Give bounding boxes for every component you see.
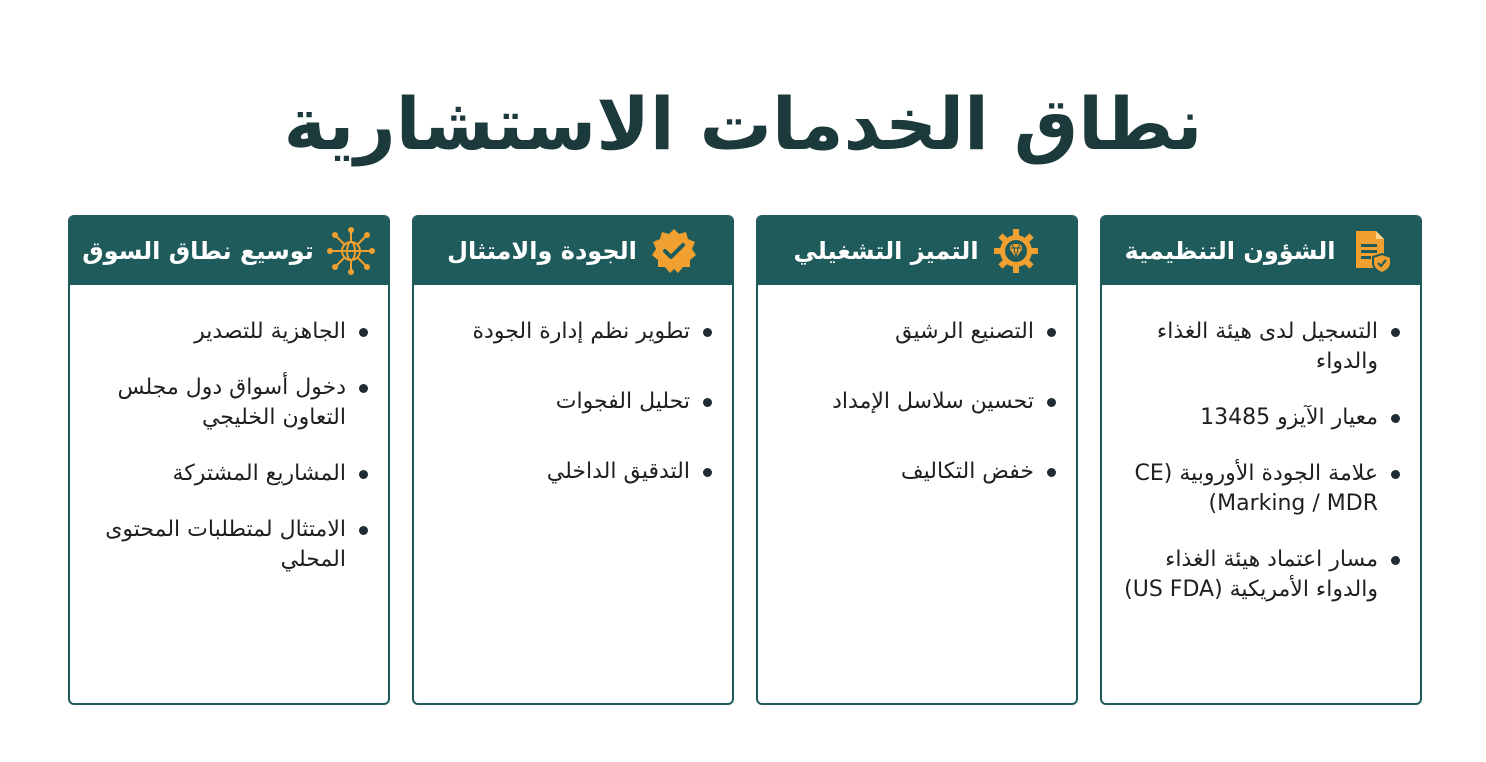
list-item: مسار اعتماد هيئة الغذاء والدواء الأمريكية (US FDA) <box>1114 545 1400 605</box>
list-item: المشاريع المشتركة <box>82 459 368 489</box>
list-item: تحسين سلاسل الإمداد <box>770 387 1056 417</box>
bullet <box>1047 468 1056 477</box>
card-body-regulatory <box>1102 285 1420 605</box>
page-title: نطاق الخدمات الاستشارية <box>283 82 1203 166</box>
card-header-market <box>70 217 388 285</box>
card-title-quality: الجودة والامتثال <box>447 237 637 265</box>
bullet <box>359 384 368 393</box>
list-item: علامة الجودة الأوروبية (CE Marking / MDR) <box>1114 459 1400 519</box>
list-item: معيار الآيزو 13485 <box>1114 403 1400 433</box>
card-quality-compliance <box>412 215 734 705</box>
list-item: التصنيع الرشيق <box>770 317 1056 347</box>
bullet <box>1391 556 1400 565</box>
card-title-regulatory: الشؤون التنظيمية <box>1124 237 1336 265</box>
card-regulatory-affairs <box>1100 215 1422 705</box>
bullet <box>1047 328 1056 337</box>
services-cards <box>68 215 1422 705</box>
bullet <box>359 470 368 479</box>
bullet <box>359 526 368 535</box>
regulatory-document-shield-icon <box>1347 226 1397 276</box>
list-item: التسجيل لدى هيئة الغذاء والدواء <box>1114 317 1400 377</box>
list-item: تطوير نظم إدارة الجودة <box>426 317 712 347</box>
bullet <box>703 468 712 477</box>
list-item: الجاهزية للتصدير <box>82 317 368 347</box>
card-market-expansion <box>68 215 390 705</box>
card-body-market <box>70 285 388 575</box>
card-header-quality <box>414 217 732 285</box>
bullet <box>1047 398 1056 407</box>
card-header-operational <box>758 217 1076 285</box>
bullet <box>1391 414 1400 423</box>
list-item: الامتثال لمتطلبات المحتوى المحلي <box>82 515 368 575</box>
list-item: دخول أسواق دول مجلس التعاون الخليجي <box>82 373 368 433</box>
card-title-market: توسيع نطاق السوق <box>82 237 314 265</box>
list-item: التدقيق الداخلي <box>426 457 712 487</box>
bullet <box>1391 328 1400 337</box>
check-badge-icon <box>649 226 699 276</box>
bullet <box>359 328 368 337</box>
bullet <box>703 398 712 407</box>
card-title-operational: التميز التشغيلي <box>793 237 979 265</box>
card-body-operational <box>758 285 1076 487</box>
card-body-quality <box>414 285 732 487</box>
list-item: تحليل الفجوات <box>426 387 712 417</box>
gear-diamond-icon <box>991 226 1041 276</box>
bullet <box>703 328 712 337</box>
global-network-icon <box>326 226 376 276</box>
list-item: خفض التكاليف <box>770 457 1056 487</box>
bullet <box>1391 470 1400 479</box>
card-operational-excellence <box>756 215 1078 705</box>
card-header-regulatory <box>1102 217 1420 285</box>
